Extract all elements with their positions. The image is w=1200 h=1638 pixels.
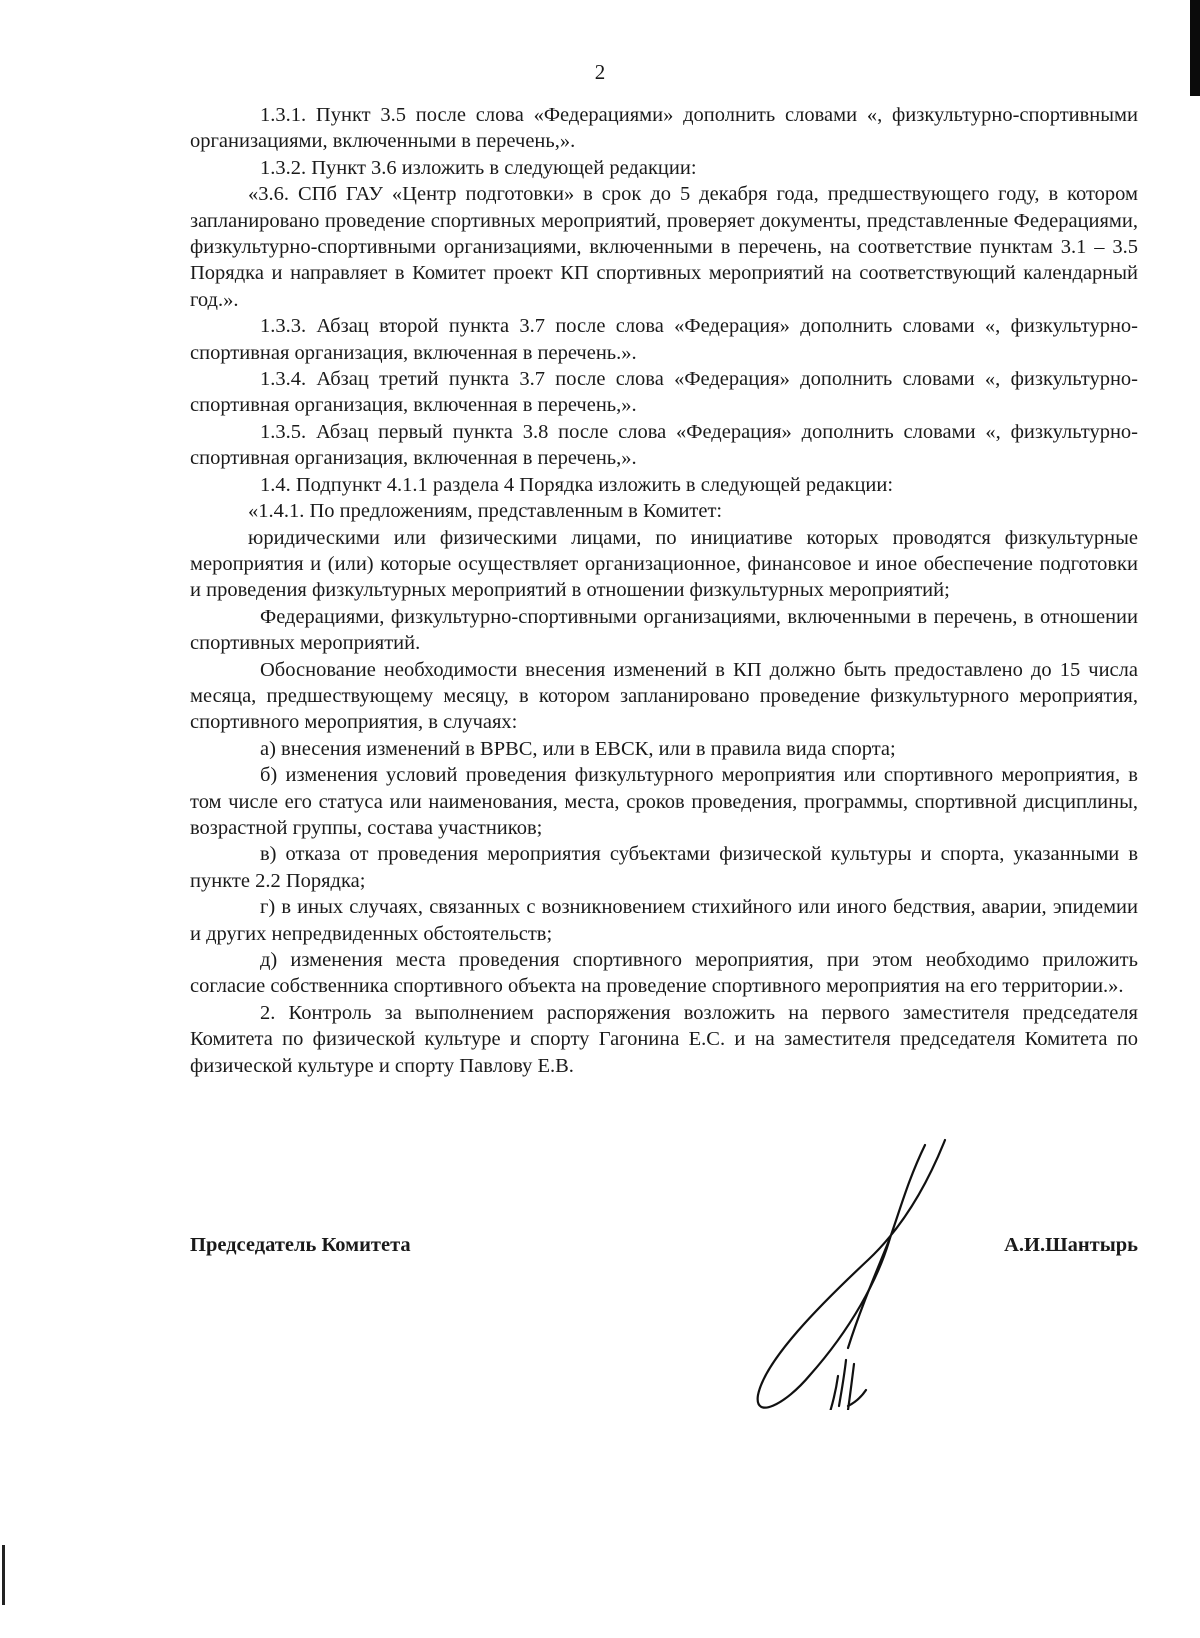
signer-name: А.И.Шантырь bbox=[1004, 1234, 1138, 1256]
paragraph: «1.4.1. По предложениям, представленным в Комитет: bbox=[248, 500, 723, 523]
paragraph: юридическими или физическими лицами, по инициативе которых проводятся физкультурные мероприятия и (или) которые осуществляет организационное, финансовое и иное обеспечение подготовки и проведения физкультурных мероприятий в отношении физкультурных мероприятий; bbox=[190, 526, 1138, 602]
paragraph: б) изменения условий проведения физкультурного мероприятия или спортивного мероприятия, в том числе его статуса или наименования, места, сроков проведения, программы, спортивной дисциплины, возрастной группы, состава участников; bbox=[190, 764, 1138, 839]
paragraph: Обоснование необходимости внесения изменений в КП должно быть предоставлено до 15 числа месяца, предшествующему месяцу, в котором запланировано проведение физкультурного мероприятия, спортивного мероприятия, в случаях: bbox=[190, 658, 1138, 734]
document-body bbox=[190, 102, 1138, 1079]
paragraph: а) внесения изменений в ВРВС, или в ЕВСК, или в правила вида спорта; bbox=[260, 737, 896, 760]
paragraph: 1.3.1. Пункт 3.5 после слова «Федерациями» дополнить словами «, физкультурно-спортивными организациями, включенными в перечень,». bbox=[190, 104, 1138, 153]
paragraph: 1.3.2. Пункт 3.6 изложить в следующей редакции: bbox=[260, 156, 697, 179]
page-number: 2 bbox=[594, 60, 606, 84]
paragraph: 2. Контроль за выполнением распоряжения возложить на первого заместителя председателя Комитета по физической культуре и спорту Гагонина Е.С. и на заместителя председателя Комитета по физической культуре и спорту Павлову Е.В. bbox=[190, 1001, 1138, 1077]
paragraph: 1.3.3. Абзац второй пункта 3.7 после слова «Федерация» дополнить словами «, физкультурно-спортивная организация, включенная в перечень.». bbox=[190, 315, 1138, 364]
paragraph: г) в иных случаях, связанных с возникновением стихийного или иного бедствия, аварии, эпидемии и других непредвиденных обстоятельств; bbox=[190, 896, 1138, 945]
paragraph: в) отказа от проведения мероприятия субъектами физической культуры и спорта, указанными в пункте 2.2 Порядка; bbox=[190, 843, 1138, 892]
paragraph: «3.6. СПб ГАУ «Центр подготовки» в срок до 5 декабря года, предшествующего году, в котором запланировано проведение спортивных мероприятий, проверяет документы, представленные Федерациями, физкультурно-спортивными организациями, включенными в перечень, на соответствие пунктам 3.1 – 3.5 Порядка и направляет в Комитет проект КП спортивных мероприятий на соответствующий календарный год.». bbox=[190, 183, 1138, 311]
paragraph: 1.3.4. Абзац третий пункта 3.7 после слова «Федерация» дополнить словами «, физкультурно-спортивная организация, включенная в перечень,». bbox=[190, 368, 1138, 417]
scan-edge-mark bbox=[2, 1545, 5, 1605]
paragraph: Федерациями, физкультурно-спортивными организациями, включенными в перечень, в отношении спортивных мероприятий. bbox=[190, 605, 1138, 655]
paragraph: 1.3.5. Абзац первый пункта 3.8 после слова «Федерация» дополнить словами «, физкультурно-спортивная организация, включенная в перечень,». bbox=[190, 420, 1138, 470]
signer-title: Председатель Комитета bbox=[190, 1234, 411, 1256]
paragraph: д) изменения места проведения спортивного мероприятия, при этом необходимо приложить согласие собственника спортивного объекта на проведение спортивного мероприятия на его территории.». bbox=[190, 949, 1138, 998]
handwritten-signature bbox=[740, 1120, 980, 1410]
paragraph: 1.4. Подпункт 4.1.1 раздела 4 Порядка изложить в следующей редакции: bbox=[260, 473, 894, 496]
